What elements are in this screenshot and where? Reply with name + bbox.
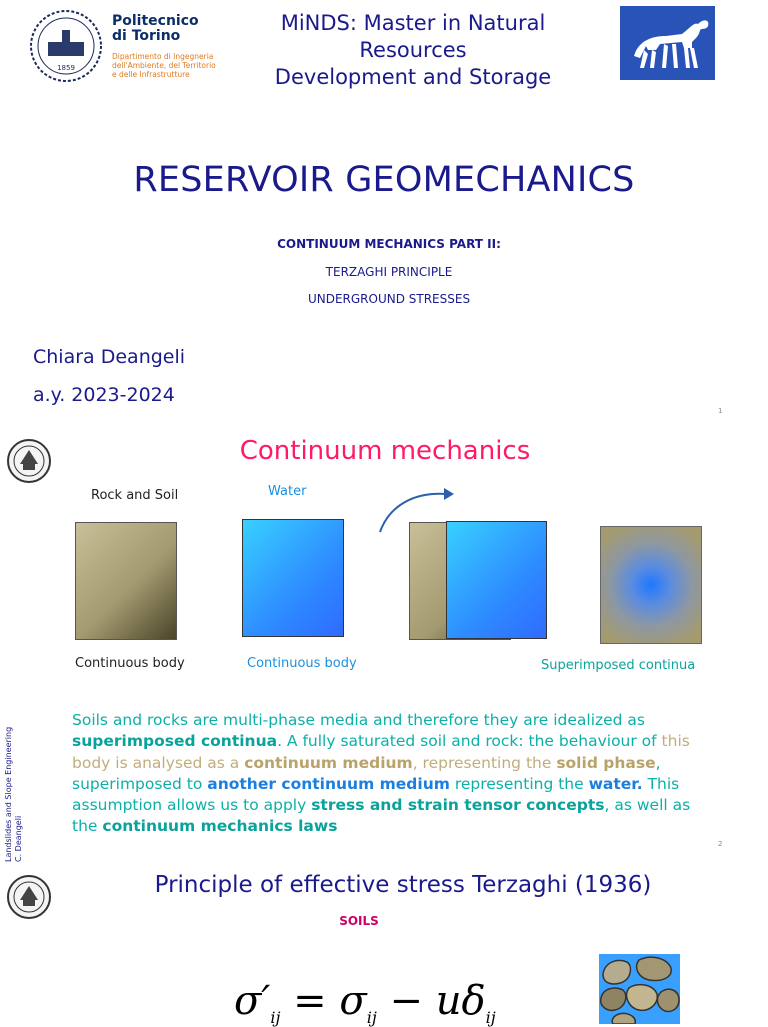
presentation-title: RESERVOIR GEOMECHANICS (133, 160, 635, 200)
eni-logo (620, 6, 715, 80)
university-seal-icon (28, 8, 108, 84)
caption-continuous-body-solid: Continuous body (75, 656, 185, 671)
slide-title: Principle of effective stress Terzaghi (1936) (154, 872, 652, 898)
university-name: Politecnico di Torino (112, 13, 199, 44)
effective-stress-formula: $\sigma'_{ij} = \sigma_{ij} - u\delta_{ij}$ (234, 978, 496, 1027)
side-course-label: Landslides and Slope Engineering C. Deangeli (4, 726, 23, 862)
slide-title: Continuum mechanics (239, 436, 531, 466)
page-number: 2 (718, 840, 723, 848)
subtitle-topic-2: UNDERGROUND STRESSES (307, 292, 471, 306)
superimposed-continua-box (600, 526, 702, 644)
solid-phase-box (75, 522, 177, 640)
soil-grains-image (599, 954, 680, 1024)
department-name: Dipartimento di Ingegneria dell'Ambiente, del Territorio e delle Infrastrutture (112, 52, 216, 79)
subtitle-topic-1: TERZAGHI PRINCIPLE (325, 265, 453, 279)
explanation-paragraph: Soils and rocks are multi-phase media and therefore they are idealized as superimposed continua. A fully saturated soil and rock: the behaviour of this body is analysed as a continuum medium, representing the solid phase, superimposed to another continuum medium representing the water. This assumption allows us to apply stress and strain tensor concepts, as well as the continuum mechanics laws (72, 711, 691, 836)
caption-superimposed-continua: Superimposed continua (541, 658, 696, 673)
subtitle-part: CONTINUUM MECHANICS PART II: (277, 237, 501, 251)
svg-text:1859: 1859 (57, 64, 75, 72)
soils-label: SOILS (339, 914, 379, 928)
water-phase-box (242, 519, 344, 637)
rock-soil-label: Rock and Soil (91, 488, 179, 503)
soil-grains-icon (599, 954, 680, 1024)
academic-year: a.y. 2023-2024 (33, 384, 175, 406)
caption-continuous-body-water: Continuous body (247, 656, 357, 671)
six-legged-dog-icon (620, 6, 715, 80)
program-title: MiNDS: Master in Natural Resources Development and Storage (274, 11, 552, 89)
water-phase-box-front (446, 521, 547, 639)
water-label: Water (268, 484, 307, 499)
author-name: Chiara Deangeli (33, 346, 186, 368)
page-number: 1 (718, 407, 723, 415)
